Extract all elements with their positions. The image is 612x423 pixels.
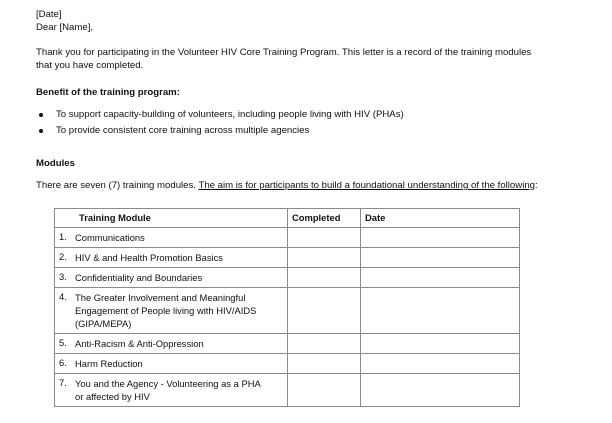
module-name-line: You and the Agency - Volunteering as a PHA bbox=[75, 378, 261, 389]
completed-cell[interactable] bbox=[288, 354, 361, 374]
module-cell bbox=[55, 354, 288, 374]
bullet-icon bbox=[39, 113, 43, 117]
bullet-icon bbox=[39, 129, 43, 133]
module-cell bbox=[55, 248, 288, 268]
date-cell[interactable] bbox=[361, 374, 520, 407]
list-item bbox=[36, 107, 576, 123]
module-name-line: or affected by HIV bbox=[75, 391, 150, 402]
benefit-item-2: To provide consistent core training across multiple agencies bbox=[56, 125, 310, 136]
completed-cell[interactable] bbox=[288, 334, 361, 354]
date-cell[interactable] bbox=[361, 268, 520, 288]
module-name bbox=[75, 291, 256, 330]
table-header-row bbox=[55, 209, 520, 228]
letter-date: [Date] bbox=[36, 9, 62, 20]
list-item bbox=[36, 123, 576, 139]
module-number: 2. bbox=[59, 251, 67, 262]
letter-page bbox=[36, 8, 576, 402]
table-row bbox=[55, 374, 520, 407]
benefit-heading: Benefit of the training program: bbox=[36, 87, 180, 98]
modules-intro bbox=[36, 179, 576, 192]
module-name-line: (GIPA/MEPA) bbox=[75, 318, 132, 329]
module-number: 5. bbox=[59, 337, 67, 348]
module-name-line: Confidentiality and Boundaries bbox=[75, 272, 203, 283]
modules-intro-plain: There are seven (7) training modules. bbox=[36, 180, 199, 191]
module-name-line: HIV & and Health Promotion Basics bbox=[75, 252, 223, 263]
column-header-module: Training Module bbox=[55, 209, 288, 228]
module-cell bbox=[55, 334, 288, 354]
module-number: 7. bbox=[59, 377, 67, 388]
table-row bbox=[55, 334, 520, 354]
module-name bbox=[75, 251, 223, 264]
intro-line-2: that you have completed. bbox=[36, 60, 144, 71]
date-cell[interactable] bbox=[361, 228, 520, 248]
module-name-line: Communications bbox=[75, 232, 145, 243]
date-cell[interactable] bbox=[361, 354, 520, 374]
module-name bbox=[75, 231, 145, 244]
module-cell bbox=[55, 268, 288, 288]
module-name bbox=[75, 337, 204, 350]
table-row bbox=[55, 268, 520, 288]
module-cell bbox=[55, 374, 288, 407]
table-row bbox=[55, 228, 520, 248]
module-number: 6. bbox=[59, 357, 67, 368]
intro-paragraph bbox=[36, 46, 576, 72]
modules-intro-tail: : bbox=[535, 180, 538, 191]
completed-cell[interactable] bbox=[288, 248, 361, 268]
module-cell bbox=[55, 288, 288, 334]
module-number: 4. bbox=[59, 291, 67, 302]
completed-cell[interactable] bbox=[288, 288, 361, 334]
module-name bbox=[75, 357, 143, 370]
benefit-list bbox=[36, 107, 576, 139]
date-cell[interactable] bbox=[361, 288, 520, 334]
module-cell bbox=[55, 228, 288, 248]
letter-salutation: Dear [Name], bbox=[36, 22, 94, 33]
completed-cell[interactable] bbox=[288, 228, 361, 248]
module-number: 3. bbox=[59, 271, 67, 282]
modules-heading: Modules bbox=[36, 158, 75, 169]
completed-cell[interactable] bbox=[288, 374, 361, 407]
table-row bbox=[55, 248, 520, 268]
modules-table bbox=[54, 208, 520, 407]
module-name-line: Harm Reduction bbox=[75, 358, 143, 369]
intro-line-1: Thank you for participating in the Volunteer HIV Core Training Program. This letter is a record of the training modules bbox=[36, 47, 532, 58]
module-name bbox=[75, 271, 202, 284]
modules-intro-underlined: The aim is for participants to build a foundational understanding of the following bbox=[198, 180, 535, 191]
module-name-line: The Greater Involvement and Meaningful bbox=[75, 292, 246, 303]
column-header-date: Date bbox=[361, 209, 520, 228]
completed-cell[interactable] bbox=[288, 268, 361, 288]
module-name-line: Anti-Racism & Anti-Oppression bbox=[75, 338, 204, 349]
module-number: 1. bbox=[59, 231, 67, 242]
table-row bbox=[55, 354, 520, 374]
table-row bbox=[55, 288, 520, 334]
date-cell[interactable] bbox=[361, 334, 520, 354]
module-name bbox=[75, 377, 261, 403]
date-cell[interactable] bbox=[361, 248, 520, 268]
column-header-completed: Completed bbox=[288, 209, 361, 228]
module-name-line: Engagement of People living with HIV/AIDS bbox=[75, 305, 257, 316]
benefit-item-1: To support capacity-building of volunteers, including people living with HIV (PHAs) bbox=[56, 109, 404, 120]
